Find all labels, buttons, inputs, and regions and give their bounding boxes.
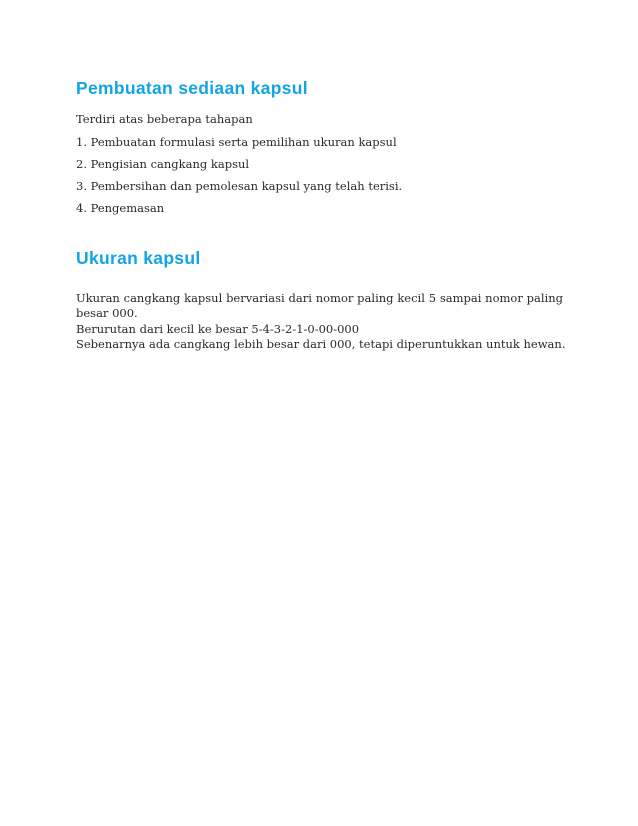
ukuran-paragraph [76,291,566,353]
step-item: 3. Pembersihan dan pemolesan kapsul yang telah terisi. [76,179,403,193]
intro-text: Terdiri atas beberapa tahapan [76,112,253,126]
paragraph-line: Ukuran cangkang kapsul bervariasi dari nomor paling kecil 5 sampai nomor paling besar 000. [76,291,563,321]
section-heading-ukuran: Ukuran kapsul [76,248,201,268]
step-item: 1. Pembuatan formulasi serta pemilihan ukuran kapsul [76,135,397,149]
paragraph-line: Berurutan dari kecil ke besar 5-4-3-2-1-0-00-000 [76,321,360,336]
step-item: 2. Pengisian cangkang kapsul [76,157,250,171]
section-heading-pembuatan: Pembuatan sediaan kapsul [76,78,308,98]
step-item: 4. Pengemasan [76,201,165,215]
paragraph-line: Sebenarnya ada cangkang lebih besar dari 000, tetapi diperuntukkan untuk hewan. [76,337,566,352]
